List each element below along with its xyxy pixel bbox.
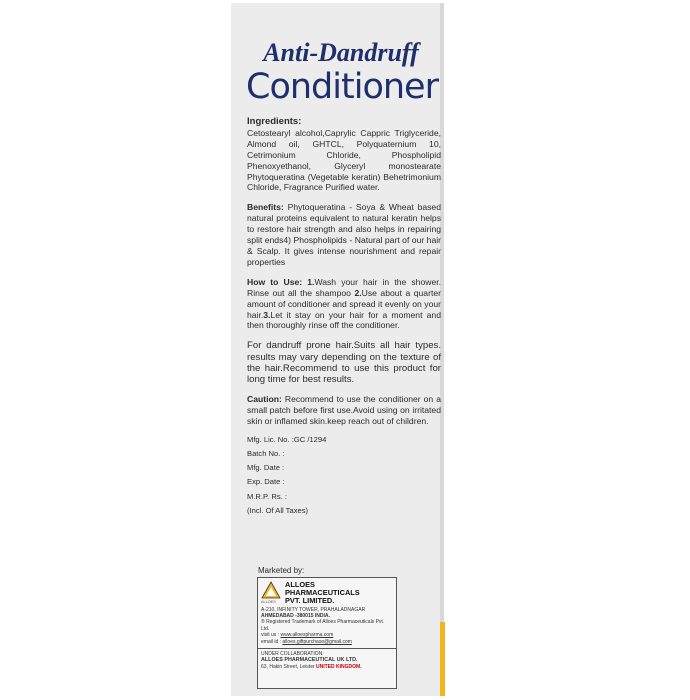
benefits-label: Benefits: [247, 202, 284, 213]
license-block [247, 433, 441, 518]
how-to-use-label: How to Use: [247, 276, 303, 287]
logo-text: ALLOES [261, 600, 276, 604]
company-header [258, 578, 396, 606]
caution-section [247, 394, 441, 427]
uk-address-line [261, 664, 393, 670]
ingredients-heading: Ingredients: [247, 116, 302, 127]
mfg-date: Mfg. Date : [247, 463, 285, 473]
label-content [247, 117, 441, 518]
exp-date: Exp. Date : [247, 477, 285, 487]
benefits-text: Phytoqueratina - Soya & Wheat based natural proteins equivalent to natural keratin helps to restore hair strength and also helps in repairing split ends4) Phospholipids - Natural part of our hair & Scalp. It gives intense nourishment and repair properties [247, 202, 441, 267]
company-name-3: PVT. LIMITED. [285, 596, 335, 606]
address-line1: A-210, INFINITY TOWER, PRAHALADNAGAR [261, 606, 366, 613]
uk-collaboration [258, 648, 396, 670]
caution-label: Caution: [247, 394, 282, 405]
visit-label: visit us : [261, 632, 281, 639]
uk-address: 63, Hakin Street, Leister [261, 663, 317, 670]
trademark-note: ® Registered Trademark of Alloes Pharmaceuticals Pvt. Ltd. [261, 619, 385, 632]
batch-number: Batch No. : [247, 449, 285, 459]
step-1-text: Wash your hair in the shower. Rinse out all the shampoo [247, 276, 442, 298]
company-box [257, 577, 397, 689]
benefits-section [247, 202, 441, 267]
company-name-2: PHARMACEUTICALS [285, 588, 360, 598]
email-line [261, 639, 393, 645]
company-name-block [285, 581, 360, 606]
website-link[interactable]: www.alloespharma.com [280, 632, 334, 639]
accent-strip [440, 622, 445, 696]
step-1-number: 1. [302, 276, 315, 287]
taxes-note: (Incl. Of All Taxes) [247, 505, 309, 515]
company-name-1: ALLOES [285, 580, 315, 589]
step-3-text: Let it stay on your hair for a moment and then thoroughly rinse off the conditioner. [247, 309, 441, 331]
collab-label: UNDER COLLABORATION: [261, 651, 324, 658]
uk-company-name: ALLOES PHARMACEUTICAL UK LTD. [261, 657, 358, 664]
alloes-logo-icon [261, 581, 281, 604]
dandruff-note: For dandruff prone hair.Suits all hair types. results may vary depending on the texture of the hair.Recommend to use this product for long time for best results. [247, 340, 441, 385]
product-title-line1: Anti-Dandruff [263, 38, 419, 67]
address-line2: AHMEDABAD -380015 INDIA. [261, 613, 330, 620]
caution-text: Recommend to use the conditioner on a small patch before first use.Avoid using on irritated skin or inflamed skin.keep reach out of children. [247, 394, 441, 426]
email-label: email id : [261, 638, 283, 645]
mfg-license: Mfg. Lic. No. :GC /1294 [247, 434, 327, 444]
marketed-by-label: Marketed by: [258, 566, 305, 575]
company-address [258, 606, 396, 645]
step-2-text: Use about a quarter amount of conditioner and spread it evenly on your hair. [247, 287, 441, 320]
how-to-use-section [247, 277, 441, 332]
product-title-line2: Conditioner [246, 67, 438, 107]
mrp: M.R.P. Rs. : [247, 491, 287, 501]
uk-country: UNITED KINGDOM. [316, 663, 362, 670]
step-2-number: 2. [354, 287, 362, 298]
ingredients-text: Cetostearyl alcohol,Caprylic Cappric Triglyceride, Almond oil, GHTCL, Polyquaternium 10, Cetrimonium Chloride, Phospholipid Phenoxyethanol, Glyceryl monostearate Phytoqueratina (Vegetable keratin) Behetrimonium Chloride, Fragrance Purified water. [247, 127, 441, 193]
email-link[interactable]: alloes.giftpurchase@gmail.com [282, 638, 352, 645]
step-3-number: 3. [263, 309, 271, 320]
